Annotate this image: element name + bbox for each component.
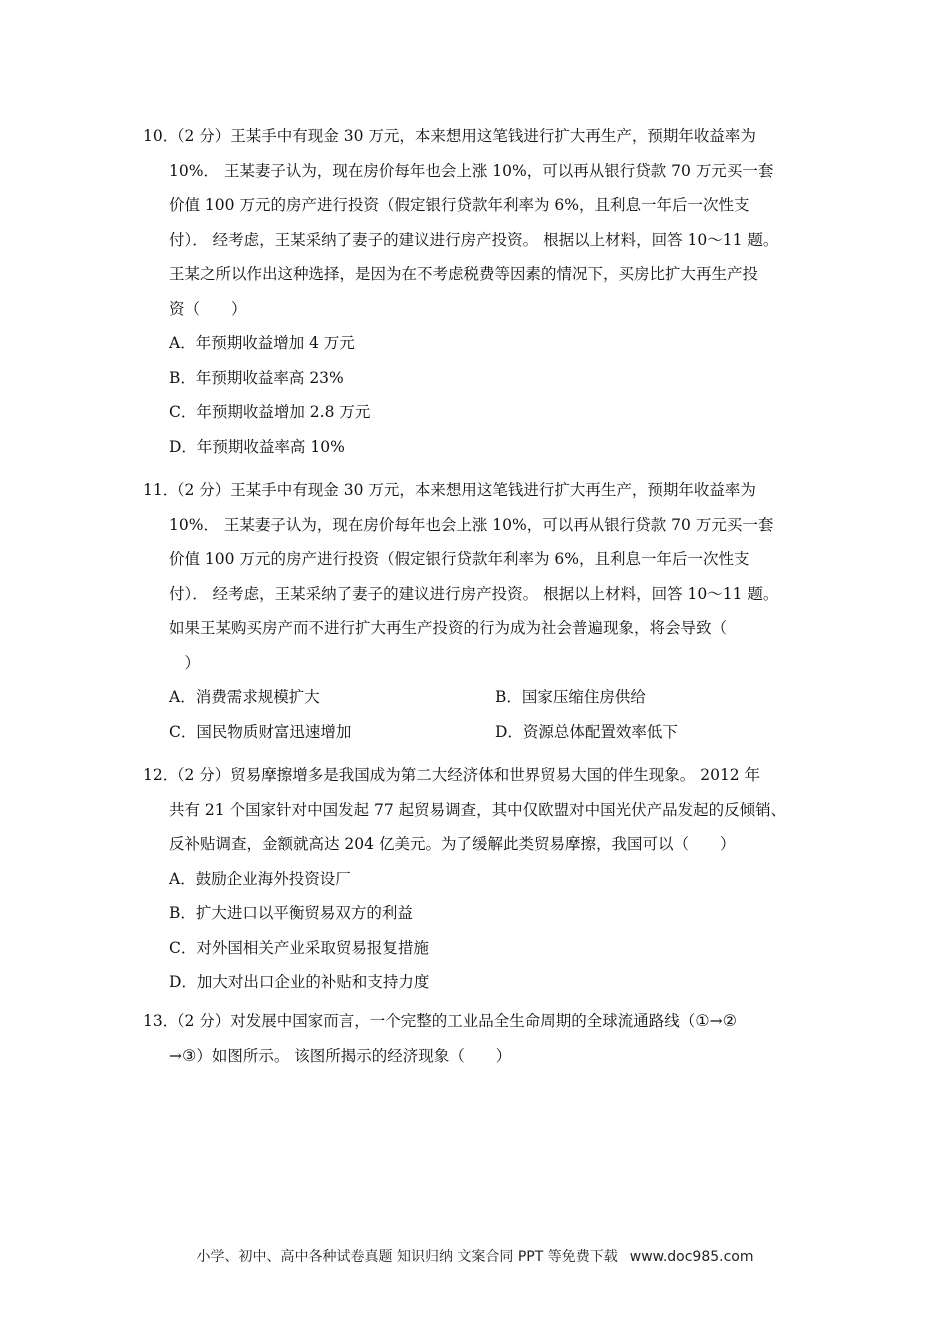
question-10-line-1: 10．（2 分）王某手中有现金 30 万元，本来想用这笔钱进行扩大再生产，预期年收益率为 bbox=[143, 119, 823, 154]
question-11-option-d: D．资源总体配置效率低下 bbox=[495, 722, 678, 741]
question-10-line-4: 付）． 经考虑，王某采纳了妻子的建议进行房产投资。 根据以上材料，回答 10～11 题。 bbox=[169, 230, 779, 249]
question-13-line-2: →③）如图所示。 该图所揭示的经济现象（ ） bbox=[143, 1039, 823, 1074]
question-11-options-row-2 bbox=[143, 715, 823, 750]
question-12-option-b: B．扩大进口以平衡贸易双方的利益 bbox=[169, 904, 413, 922]
question-11-option-c: C．国民物质财富迅速增加 bbox=[169, 722, 352, 741]
question-12 bbox=[143, 758, 823, 1000]
question-11-option-b: B．国家压缩住房供给 bbox=[495, 688, 646, 706]
question-number: 10． bbox=[143, 127, 179, 145]
footer-text: 小学、初中、高中各种试卷真题 知识归纳 文案合同 PPT 等免费下载 bbox=[196, 1249, 618, 1265]
question-11-line-2: 10%． 王某妻子认为，现在房价每年也会上涨 10%，可以再从银行贷款 70 万元买一套 bbox=[169, 515, 774, 534]
question-11-line-4: 付）． 经考虑，王某采纳了妻子的建议进行房产投资。 根据以上材料，回答 10～11 题。 bbox=[169, 584, 779, 603]
question-10-line-6: 资（ ） bbox=[169, 299, 247, 318]
question-10-option-d: D．年预期收益率高 10% bbox=[169, 437, 345, 456]
circled-2-glyph: ② bbox=[722, 1011, 737, 1030]
question-10-line-5: 王某之所以作出这种选择，是因为在不考虑税费等因素的情况下，买房比扩大再生产投 bbox=[169, 265, 759, 283]
question-12-line-2: 共有 21 个国家针对中国发起 77 起贸易调查，其中仅欧盟对中国光伏产品发起的反倾销、 bbox=[169, 800, 787, 819]
question-10-option-c: C．年预期收益增加 2.8 万元 bbox=[169, 403, 371, 421]
question-13-line-1: 13．（2 分）对发展中国家而言，一个完整的工业品全生命周期的全球流通路线（①→② bbox=[143, 1004, 823, 1039]
question-11-line-3: 价值 100 万元的房产进行投资（假定银行贷款年利率为 6%，且利息一年后一次性支 bbox=[169, 550, 750, 568]
route-arrow: → bbox=[169, 1046, 182, 1065]
question-11-options-row-1 bbox=[143, 680, 823, 715]
question-12-option-a: A．鼓励企业海外投资设厂 bbox=[169, 869, 351, 888]
question-11-line-1: 11．（2 分）王某手中有现金 30 万元，本来想用这笔钱进行扩大再生产，预期年收益率为 bbox=[143, 473, 823, 508]
question-12-line-3: 反补贴调查，金额就高达 204 亿美元。为了缓解此类贸易摩擦，我国可以（ ） bbox=[169, 835, 736, 853]
page-footer bbox=[0, 1246, 950, 1266]
route-arrow: → bbox=[709, 1012, 723, 1030]
question-11-line-6: ） bbox=[169, 653, 201, 672]
circled-1-glyph: ① bbox=[695, 1011, 710, 1030]
question-number: 11． bbox=[143, 481, 179, 499]
question-11-option-a: A．消费需求规模扩大 bbox=[169, 688, 320, 706]
question-10 bbox=[143, 119, 823, 464]
question-10-option-a: A．年预期收益增加 4 万元 bbox=[169, 334, 355, 352]
circled-3-glyph: ③ bbox=[182, 1045, 197, 1065]
question-12-line-1: 12．（2 分）贸易摩擦增多是我国成为第二大经济体和世界贸易大国的伴生现象。 2012 年 bbox=[143, 758, 823, 793]
question-10-line-3: 价值 100 万元的房产进行投资（假定银行贷款年利率为 6%，且利息一年后一次性支 bbox=[169, 196, 750, 214]
footer-url[interactable]: www.doc985.com bbox=[629, 1249, 754, 1265]
question-11-line-5: 如果王某购买房产而不进行扩大再生产投资的行为成为社会普遍现象，将会导致（ bbox=[169, 619, 728, 637]
question-10-line-2: 10%． 王某妻子认为，现在房价每年也会上涨 10%，可以再从银行贷款 70 万元买一套 bbox=[169, 161, 774, 180]
question-11 bbox=[143, 473, 823, 749]
question-number: 13． bbox=[143, 1012, 179, 1030]
question-number: 12． bbox=[143, 766, 179, 784]
question-12-option-d: D．加大对出口企业的补贴和支持力度 bbox=[169, 973, 430, 991]
question-10-option-b: B．年预期收益率高 23% bbox=[169, 368, 344, 387]
question-13 bbox=[143, 1004, 823, 1073]
question-12-option-c: C．对外国相关产业采取贸易报复措施 bbox=[169, 938, 429, 957]
